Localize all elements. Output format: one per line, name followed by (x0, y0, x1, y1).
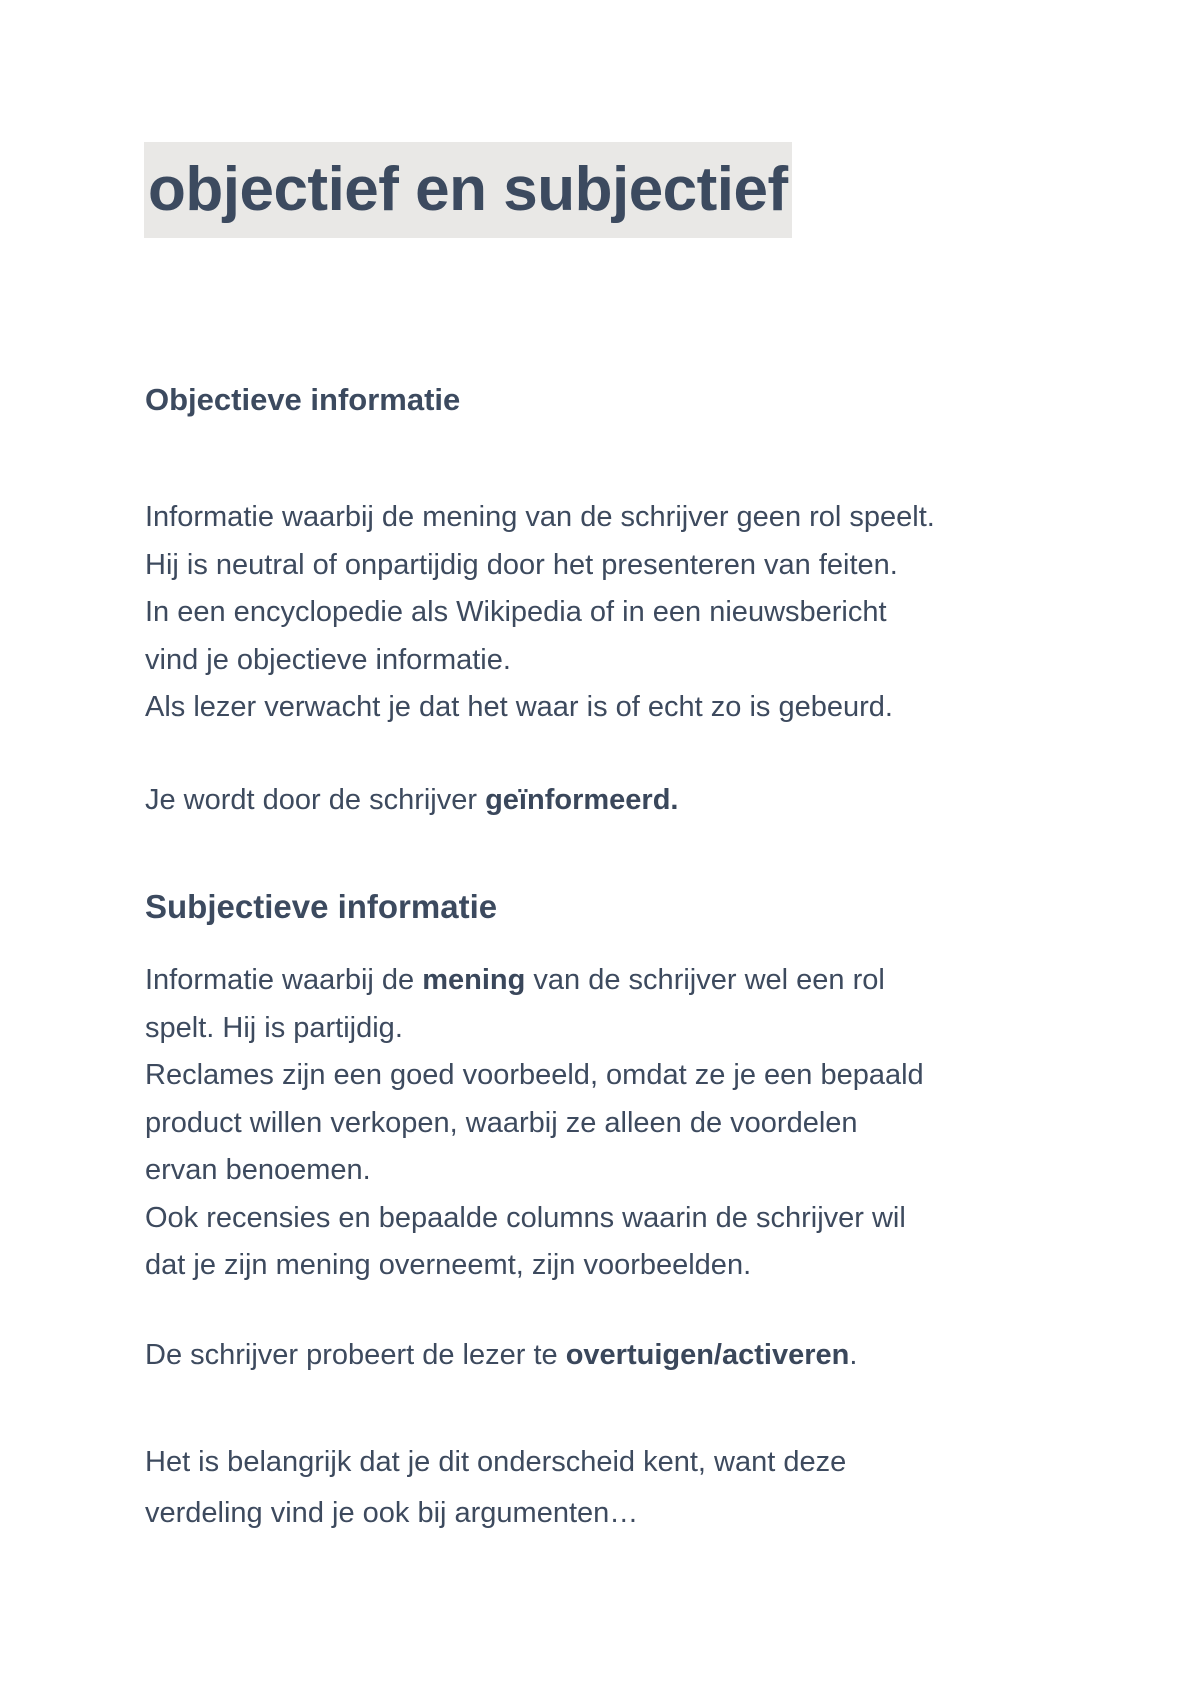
subjective-text: Informatie waarbij de (145, 964, 423, 996)
paragraph-closing (145, 1437, 846, 1539)
objective-line: Hij is neutral of onpartijdig door het presenteren van feiten. (145, 548, 898, 581)
objective-line: Als lezer verwacht je dat het waar is of echt zo is gebeurd. (145, 691, 893, 723)
paragraph-activate (145, 1332, 857, 1380)
subjective-text: van de schrijver wel een rol (525, 964, 885, 996)
activate-text: De schrijver probeert de lezer te (145, 1339, 566, 1371)
closing-line: verdeling vind je ook bij argumenten… (145, 1497, 639, 1529)
objective-line: In een encyclopedie als Wikipedia of in een nieuwsbericht (145, 596, 887, 628)
subjective-line: Reclames zijn een goed voorbeeld, omdat ze je een bepaald (145, 1059, 924, 1091)
closing-line: Het is belangrijk dat je dit onderscheid kent, want deze (145, 1446, 847, 1478)
subjective-line: product willen verkopen, waarbij ze alleen de voordelen (145, 1106, 858, 1139)
objective-line: Informatie waarbij de mening van de schrijver geen rol speelt. (145, 501, 935, 533)
page-title: objectief en subjectief (144, 142, 792, 238)
subjective-line: Ook recensies en bepaalde columns waarin de schrijver wil (145, 1201, 906, 1234)
activate-suffix: . (849, 1339, 858, 1371)
objective-line: vind je objectieve informatie. (145, 643, 511, 676)
paragraph-subjective (145, 957, 924, 1290)
subjective-line: dat je zijn mening overneemt, zijn voorbeelden. (145, 1249, 752, 1281)
subjective-line-1 (145, 957, 924, 1005)
informed-text: Je wordt door de schrijver (145, 784, 486, 816)
heading-objective: Objectieve informatie (145, 382, 461, 417)
subjective-line: spelt. Hij is partijdig. (145, 1011, 403, 1044)
mening-bold: mening (422, 964, 526, 996)
paragraph-objective (145, 494, 935, 732)
activate-bold: overtuigen/activeren (565, 1339, 850, 1371)
heading-subjective: Subjectieve informatie (145, 888, 498, 925)
informed-bold: geïnformeerd. (485, 784, 679, 816)
paragraph-informed (145, 777, 678, 825)
subjective-line: ervan benoemen. (145, 1154, 371, 1186)
